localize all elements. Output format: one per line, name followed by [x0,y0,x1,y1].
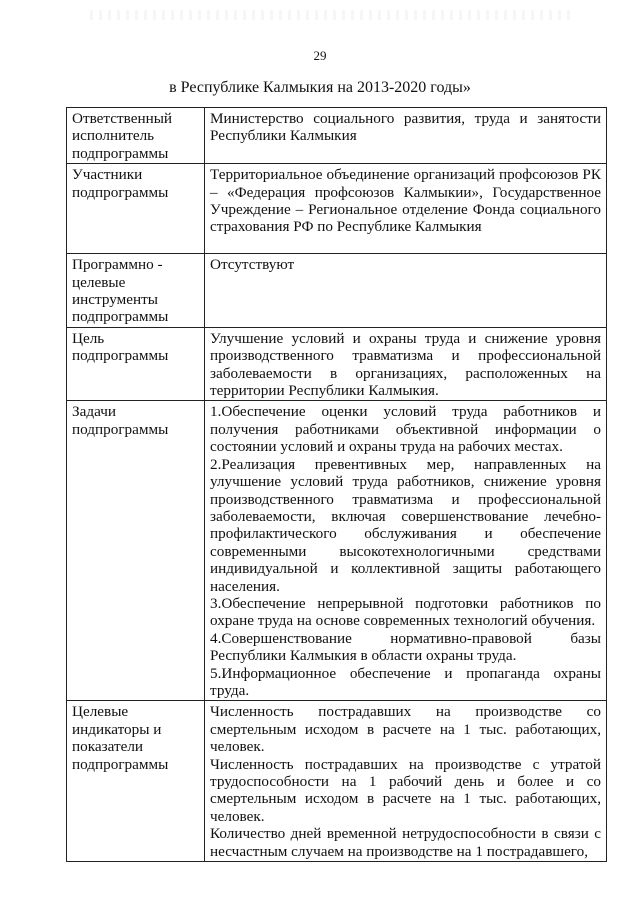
page-number: 29 [313,48,327,63]
table-row-instruments [67,254,607,328]
row-value [205,164,607,254]
row-value [205,701,607,862]
row-label: Ответственный исполнитель подпрограммы [67,108,205,164]
row-paragraph: Территориальное объединение организаций профсоюзов РК – «Федерация профсоюзов Калмыкии», Государственное Учреждение – Региональное отделение Фонда социального страхования РФ по Республике Калмыкия [210,166,601,236]
row-value [205,327,607,401]
row-paragraph: Министерство социального развития, труда и занятости Республики Калмыкия [210,110,601,145]
row-paragraph: Количество дней временной нетрудоспособности в связи с несчастным случаем на производстве на 1 пострадавшего, [210,825,601,860]
table-row-tasks [67,401,607,701]
subprogram-passport-table [66,107,607,862]
page-heading: в Республике Калмыкия на 2013-2020 годы» [169,79,471,96]
row-paragraph: Улучшение условий и охраны труда и снижение уровня производственного травматизма и профессиональной заболеваемости в организациях, расположенных на территории Республики Калмыкия. [210,329,601,400]
row-label: Целевые индикаторы и показатели подпрограммы [67,701,205,862]
table-row-goal [67,327,607,401]
row-label: Программно - целевые инструменты подпрограммы [67,254,205,328]
table-row-responsible [67,108,607,164]
row-value [205,401,607,701]
row-paragraph: 1.Обеспечение оценки условий труда работников и получения работниками объективной информации о состоянии условий и охраны труда на рабочих местах. [210,403,601,456]
table-row-participants [67,164,607,254]
row-paragraph: Отсутствуют [210,256,295,274]
row-paragraph: 5.Информационное обеспечение и пропаганда охраны труда. [210,664,601,699]
table-row-indicators [67,701,607,862]
row-label: Цель подпрограммы [67,327,205,401]
row-value [205,254,607,328]
row-paragraph: Численность пострадавших на производстве со смертельным исходом в расчете на 1 тыс. работающих, человек. [210,703,601,756]
scan-artifact [90,10,570,20]
row-paragraph: 2.Реализация превентивных мер, направленных на улучшение условий труда работников, снижение уровня производственного травматизма и профессиональной заболеваемости, включая совершенствование лечебно-профилактического обслуживания и обеспечение современными высокотехнологичными средствами индивидуальной и коллективной защиты работающего населения. [210,455,601,595]
row-paragraph: 4.Совершенствование нормативно-правовой базы Республики Калмыкия в области охраны труда. [210,629,601,665]
row-paragraph: Численность пострадавших на производстве с утратой трудоспособности на 1 рабочий день и более и со смертельным исходом в расчете на 1 тыс. работающих, человек. [210,755,601,825]
row-label: Участники подпрограммы [67,164,205,254]
row-label: Задачи подпрограммы [67,401,205,701]
row-value [205,108,607,164]
row-paragraph: 3.Обеспечение непрерывной подготовки работников по охране труда на основе современных технологий обучения. [210,594,601,630]
